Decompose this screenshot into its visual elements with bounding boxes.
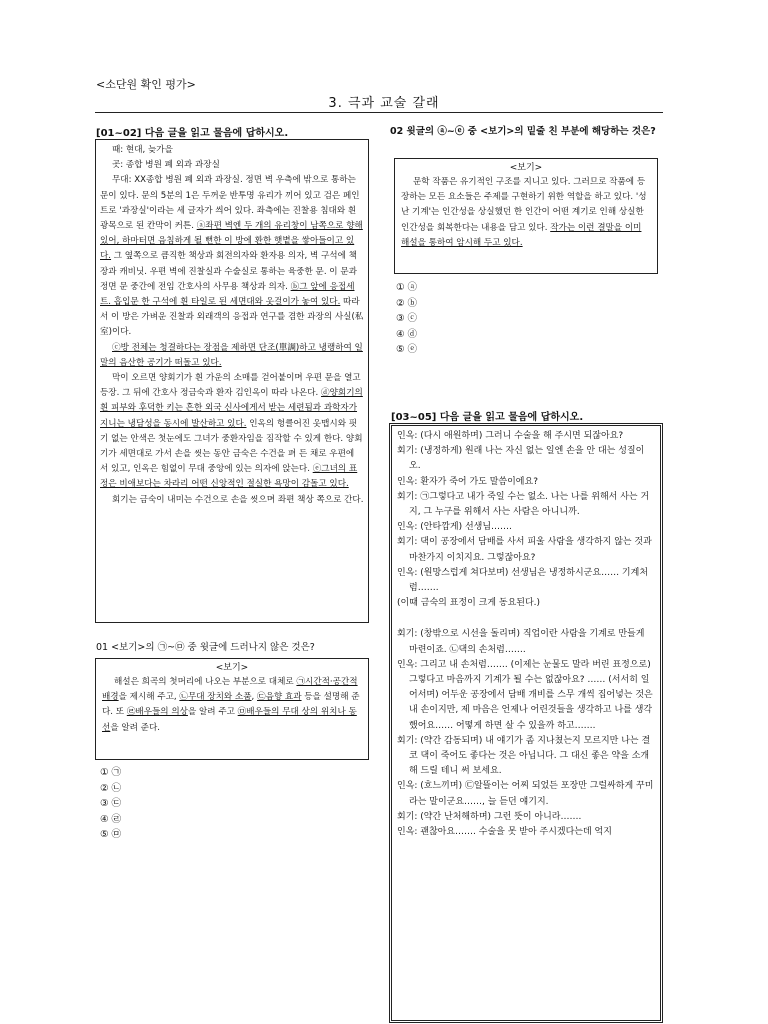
choice-3[interactable]: ③ ㉢ <box>100 798 122 809</box>
bogi-underlined-sentence: 작가는 이런 결말을 이미 해설을 통하여 암시해 두고 있다. <box>401 222 642 248</box>
passage1-box <box>95 139 369 623</box>
passage-mark-c: ⓒ방 전체는 청결하다는 장점을 제하면 단조(單調)하고 냉랭하여 일말의 음산한 공기가 떠돌고 있다. <box>100 342 363 368</box>
passage1-text <box>100 143 364 508</box>
passage-entrance-paragraph: 막이 오르면 양회기가 흰 가운의 소매를 걷어붙이며 우편 문을 열고 등장. 그 뒤에 간호사 정금숙과 환자 김인옥이 따라 나온다. ⓓ양회기의 흰 피부와 후덕한 키는 흔한 외국 신사에게서 받는 세련됨과 과학자가 지니는 냉담성을 동시에 발산하고 있다. 인옥의 헝클어진 옷맵시와 핏기 없는 안색은 첫눈에도 그녀가 중환자임을 짐작할 수 있게 한다. 양회기가 세면대로 가서 손을 씻는 동안 금숙은 수건을 펴 든 채로 우편에 서 있고, 인옥은 힘없이 무대 중앙에 있는 의자에 앉는다. ⓔ그녀의 표정은 비애보다는 차라리 어떤 신앙적인 절실한 욕망이 감돌고 있다. <box>100 373 363 490</box>
unit-assessment-label: <소단원 확인 평가> <box>96 78 196 91</box>
dialogue-line: 인옥: (원망스럽게 쳐다보며) 선생님은 냉정하시군요…… 기계처럼……. <box>397 567 649 594</box>
dialogue-line: 회기: (창밖으로 시선을 돌리며) 직업이란 사람을 기계로 만들게 마련이죠. ㉡댁의 손처럼……. <box>397 629 645 655</box>
section2-heading: [03~05] 다음 글을 읽고 물음에 답하시오. <box>391 412 584 423</box>
section1-heading: [01~02] 다음 글을 읽고 물음에 답하시오. <box>96 128 289 139</box>
question-02-bogi-box <box>394 158 658 274</box>
question-02-bogi-text: 문학 작품은 유기적인 구조를 지니고 있다. 그러므로 작품에 등장하는 모든 요소들은 주제를 구현하기 위한 역할을 하고 있다. '성난 기계'는 인간성을 상실했던 한 인간이 어떤 계기로 인해 상실한 인간성을 회복한다는 내용을 담고 있다. 작가는 이런 결말을 이미 해설을 통하여 암시해 두고 있다. <box>401 177 647 248</box>
passage-mark-a: ⓐ좌편 벽엔 두 개의 유리창이 남쪽으로 향해 있어, 하마터면 음침하게 될 뻔한 이 방에 환한 햇볕을 쌓아들이고 있다. <box>100 221 363 262</box>
question-01-choices <box>100 765 121 843</box>
question-02-choices <box>396 280 417 358</box>
choice-2[interactable]: ② ⓑ <box>396 297 418 309</box>
choice-1[interactable]: ① ㉠ <box>100 767 122 778</box>
page-title: 3. 극과 교술 갈래 <box>328 96 440 111</box>
dialogue-line: 인옥: 그리고 내 손처럼……. (이제는 눈물도 말라 버린 표정으로) 그렇다고 마음까지 기계가 될 수는 없잖아요? …… (서서히 일어서며) 어두운 공장에서 담배 개비를 스무 개씩 집어넣는 것은 내 손이지만, 제 마음은 언제나 어린것들을 생각하고 나를 생각했어요…… 어떻게 하면 살 수 있을까 하고……. <box>397 659 653 731</box>
dialogue-line: 회기: (약간 감동되며) 내 얘기가 좀 지나쳤는지 모르지만 나는 결코 댁이 죽어도 좋다는 것은 아닙니다. 그 대신 좋은 약을 소개해 드릴 테니 써 보세요. <box>397 735 651 777</box>
choice-5[interactable]: ⑤ ⓔ <box>396 344 418 355</box>
passage-mark-b: ⓑ그 앞에 응접세트. 흡입문 한 구석에 흰 타일로 된 세면대와 옷걸이가 놓여 있다. <box>100 281 355 308</box>
stage-direction: (이때 금숙의 표정이 크게 동요된다.) <box>397 598 541 609</box>
passage-place-line: 곳: 종합 병원 폐 외과 과장실 <box>112 160 220 171</box>
passage2-box <box>389 423 663 1023</box>
dialogue-line: 인옥: (다시 애원하며) 그러니 수술을 해 주시면 되잖아요? <box>397 431 624 441</box>
passage-time-line: 때: 현대, 늦가을 <box>112 145 173 155</box>
bogi-label: <보기> <box>215 663 249 673</box>
script-dialogue <box>397 429 655 840</box>
bogi-label: <보기> <box>509 163 543 173</box>
dialogue-line: 회기: (약간 난처해하며) 그런 뜻이 아니라……. <box>397 811 582 822</box>
choice-2[interactable]: ② ㉡ <box>100 782 122 794</box>
question-01-bogi-text: 해설은 희곡의 첫머리에 나오는 부분으로 대체로 ㉠시간적·공간적 배경을 제시해 주고, ㉡무대 장치와 소품, ㉢음향 효과 등을 설명해 준다. 또 ㉣배우들의 의상을 알려 주고 ㉤배우들의 무대 상의 위치나 동선을 알려 준다. <box>102 677 360 733</box>
choice-4[interactable]: ④ ⓓ <box>396 328 418 340</box>
dialogue-line: 회기: 댁이 공장에서 담배를 사서 피울 사람을 생각하지 않는 것과 마찬가지 이치지요. 그렇잖아요? <box>397 537 652 563</box>
dialogue-line: 인옥: 환자가 죽어 가도 말씀이에요? <box>397 476 538 487</box>
choice-5[interactable]: ⑤ ㉤ <box>100 829 122 840</box>
passage-mark-e: ⓔ그녀의 표정은 비애보다는 차라리 어떤 신앙적인 절실한 욕망이 감돌고 있다. <box>100 464 358 490</box>
dialogue-line: 인옥: (흐느끼며) ㉢알뜰이는 어찌 되었든 포장만 그럴싸하게 꾸미라는 말이군요……, 늘 듣던 얘기지. <box>397 781 654 807</box>
passage-atmosphere-paragraph <box>100 341 364 371</box>
title-divider <box>95 112 663 113</box>
dialogue-line: 인옥: (안타깝게) 선생님……. <box>397 522 512 533</box>
passage-mark-d: ⓓ양회기의 흰 피부와 후덕한 키는 흔한 외국 신사에게서 받는 세련됨과 과학자가 지니는 냉담성을 동시에 발산하고 있다. <box>100 388 363 429</box>
question-02-title: 02 윗글의 ⓐ~ⓔ 중 <보기>의 밑줄 친 부분에 해당하는 것은? <box>390 126 656 137</box>
dialogue-line: 인옥: 괜찮아요……. 수술을 못 받아 주시겠다는데 억지 <box>397 827 612 838</box>
choice-4[interactable]: ④ ㉣ <box>100 813 122 825</box>
passage-closing-paragraph: 회기는 금숙이 내미는 수건으로 손을 씻으며 좌편 책상 쪽으로 간다. <box>112 494 364 505</box>
question-01-title: 01 <보기>의 ㉠~㉤ 중 윗글에 드러나지 않은 것은? <box>96 642 315 653</box>
choice-3[interactable]: ③ ⓒ <box>396 313 418 324</box>
dialogue-line: 회기: ㉠그렇다고 내가 죽일 수는 없소. 나는 나를 위해서 사는 거지, 그 누구를 위해서 사는 사람은 아니니까. <box>397 491 650 518</box>
passage-stage-paragraph: 무대: XX종합 병원 폐 외과 과장실. 정면 벽 우측에 밖으로 통하는 문이 있다. 문의 5분의 1은 두꺼운 반투명 유리가 끼어 있고 검은 페인트로 '과장실'이라는 세 글자가 씌어 있다. 좌측에는 진찰용 침대와 흰 광목으로 된 칸막이 커튼. ⓐ좌편 벽엔 두 개의 유리창이 남쪽으로 향해 있어, 하마터면 음침하게 될 뻔한 이 방에 환한 햇볕을 쌓아들이고 있다. 그 옆쪽으로 큼직한 책상과 회전의자와 환자용 의자, 벽 구석에 책장과 캐비닛. 우편 벽에 진찰실과 수술실로 통하는 육중한 문. 이 문과 정면 문 중간에 전임 간호사의 사무용 책상과 의자. ⓑ그 앞에 응접세트. 흡입문 한 구석에 흰 타일로 된 세면대와 옷걸이가 놓여 있다. 따라서 이 방은 가벼운 진찰과 외래객의 응접과 연구를 겸한 과장의 사실(私室)이다. <box>100 175 364 338</box>
question-01-bogi-box <box>95 658 369 760</box>
choice-1[interactable]: ① ⓐ <box>396 282 418 293</box>
dialogue-line: 회기: (냉정하게) 원래 나는 자신 없는 일엔 손을 안 대는 성질이오. <box>397 446 645 472</box>
